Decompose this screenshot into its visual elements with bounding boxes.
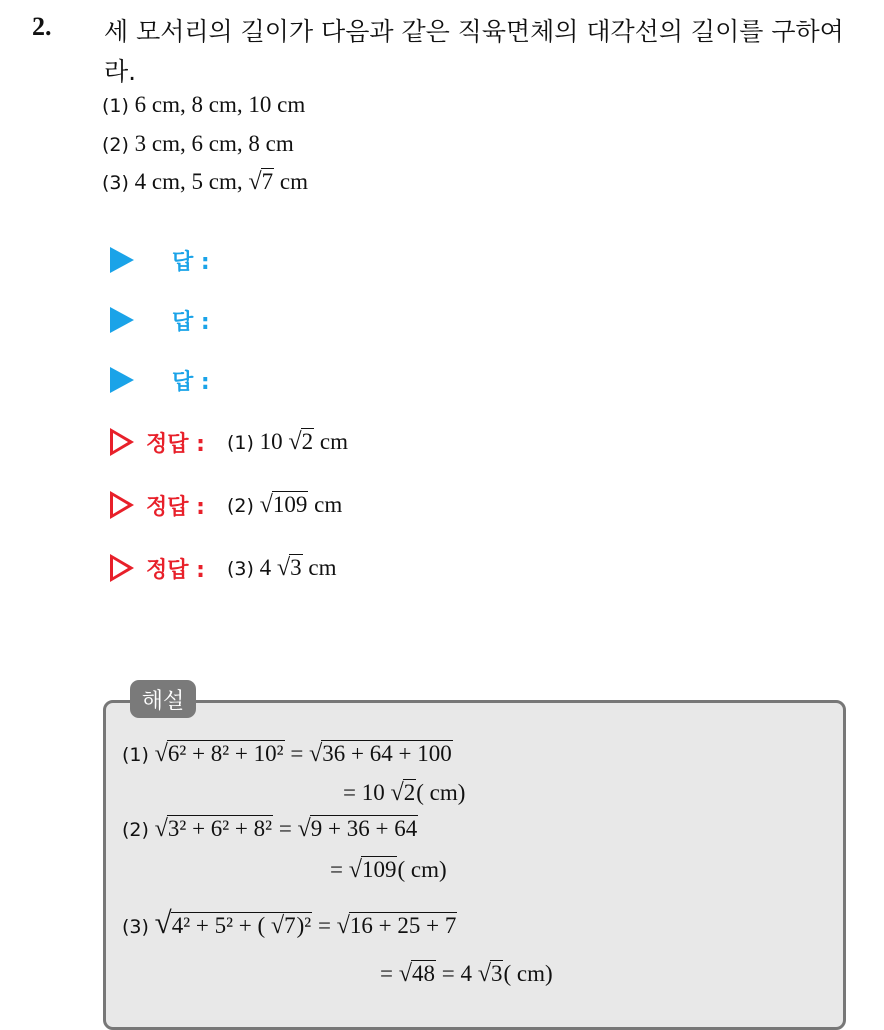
- answer-row-2[interactable]: [110, 305, 210, 335]
- play-icon: [110, 367, 134, 393]
- answer-row-1[interactable]: [110, 245, 210, 275]
- explanation-3-line1: (3) √4² + 5² + ( √7)² = √16 + 25 + 7: [122, 905, 457, 940]
- solution-label: 정답 :: [146, 431, 205, 457]
- answer-label: 답 :: [172, 249, 210, 275]
- solution-label: 정답 :: [146, 494, 205, 520]
- triangle-outline-icon: [110, 554, 134, 582]
- answer-row-3[interactable]: [110, 365, 210, 395]
- question-item-3: [102, 168, 308, 196]
- explanation-2-line1: (2) √3² + 6² + 8² = √9 + 36 + 64: [122, 815, 418, 842]
- sqrt-expression: √7: [248, 168, 274, 195]
- question-number: 2.: [32, 12, 52, 41]
- explanation-2-line2: = √109( cm): [330, 856, 447, 883]
- answer-label: 답 :: [172, 309, 210, 335]
- solution-row-1: [110, 425, 348, 459]
- question-item-2: [102, 131, 294, 157]
- solution-label: 정답 :: [146, 557, 205, 583]
- solution-row-2: [110, 488, 342, 522]
- item-index: (3): [102, 172, 129, 194]
- item-text: 6 cm, 8 cm, 10 cm: [134, 92, 306, 117]
- item-unit: cm: [279, 169, 308, 194]
- answer-label: 답 :: [172, 369, 210, 395]
- explanation-title: 해설: [130, 680, 196, 718]
- triangle-outline-icon: [110, 491, 134, 519]
- triangle-outline-icon: [110, 428, 134, 456]
- explanation-1-line2: = 10 √2( cm): [343, 779, 466, 806]
- item-text: 4 cm, 5 cm,: [134, 169, 243, 194]
- play-icon: [110, 247, 134, 273]
- question-item-1: [102, 92, 305, 118]
- explanation-1-line1: (1) √6² + 8² + 10² = √36 + 64 + 100: [122, 740, 452, 767]
- question-text: 세 모서리의 길이가 다음과 같은 직육면체의 대각선의 길이를 구하여라.: [104, 17, 844, 86]
- explanation-3-line2: = √48 = 4 √3( cm): [380, 960, 553, 987]
- play-icon: [110, 307, 134, 333]
- solution-value: (3) 4 √3 cm: [226, 554, 337, 581]
- item-index: (2): [102, 134, 129, 156]
- solution-row-3: [110, 551, 337, 585]
- solution-value: (1) 10 √2 cm: [226, 428, 348, 455]
- item-text: 3 cm, 6 cm, 8 cm: [134, 131, 294, 156]
- solution-value: (2) √109 cm: [226, 491, 343, 518]
- item-index: (1): [102, 95, 129, 117]
